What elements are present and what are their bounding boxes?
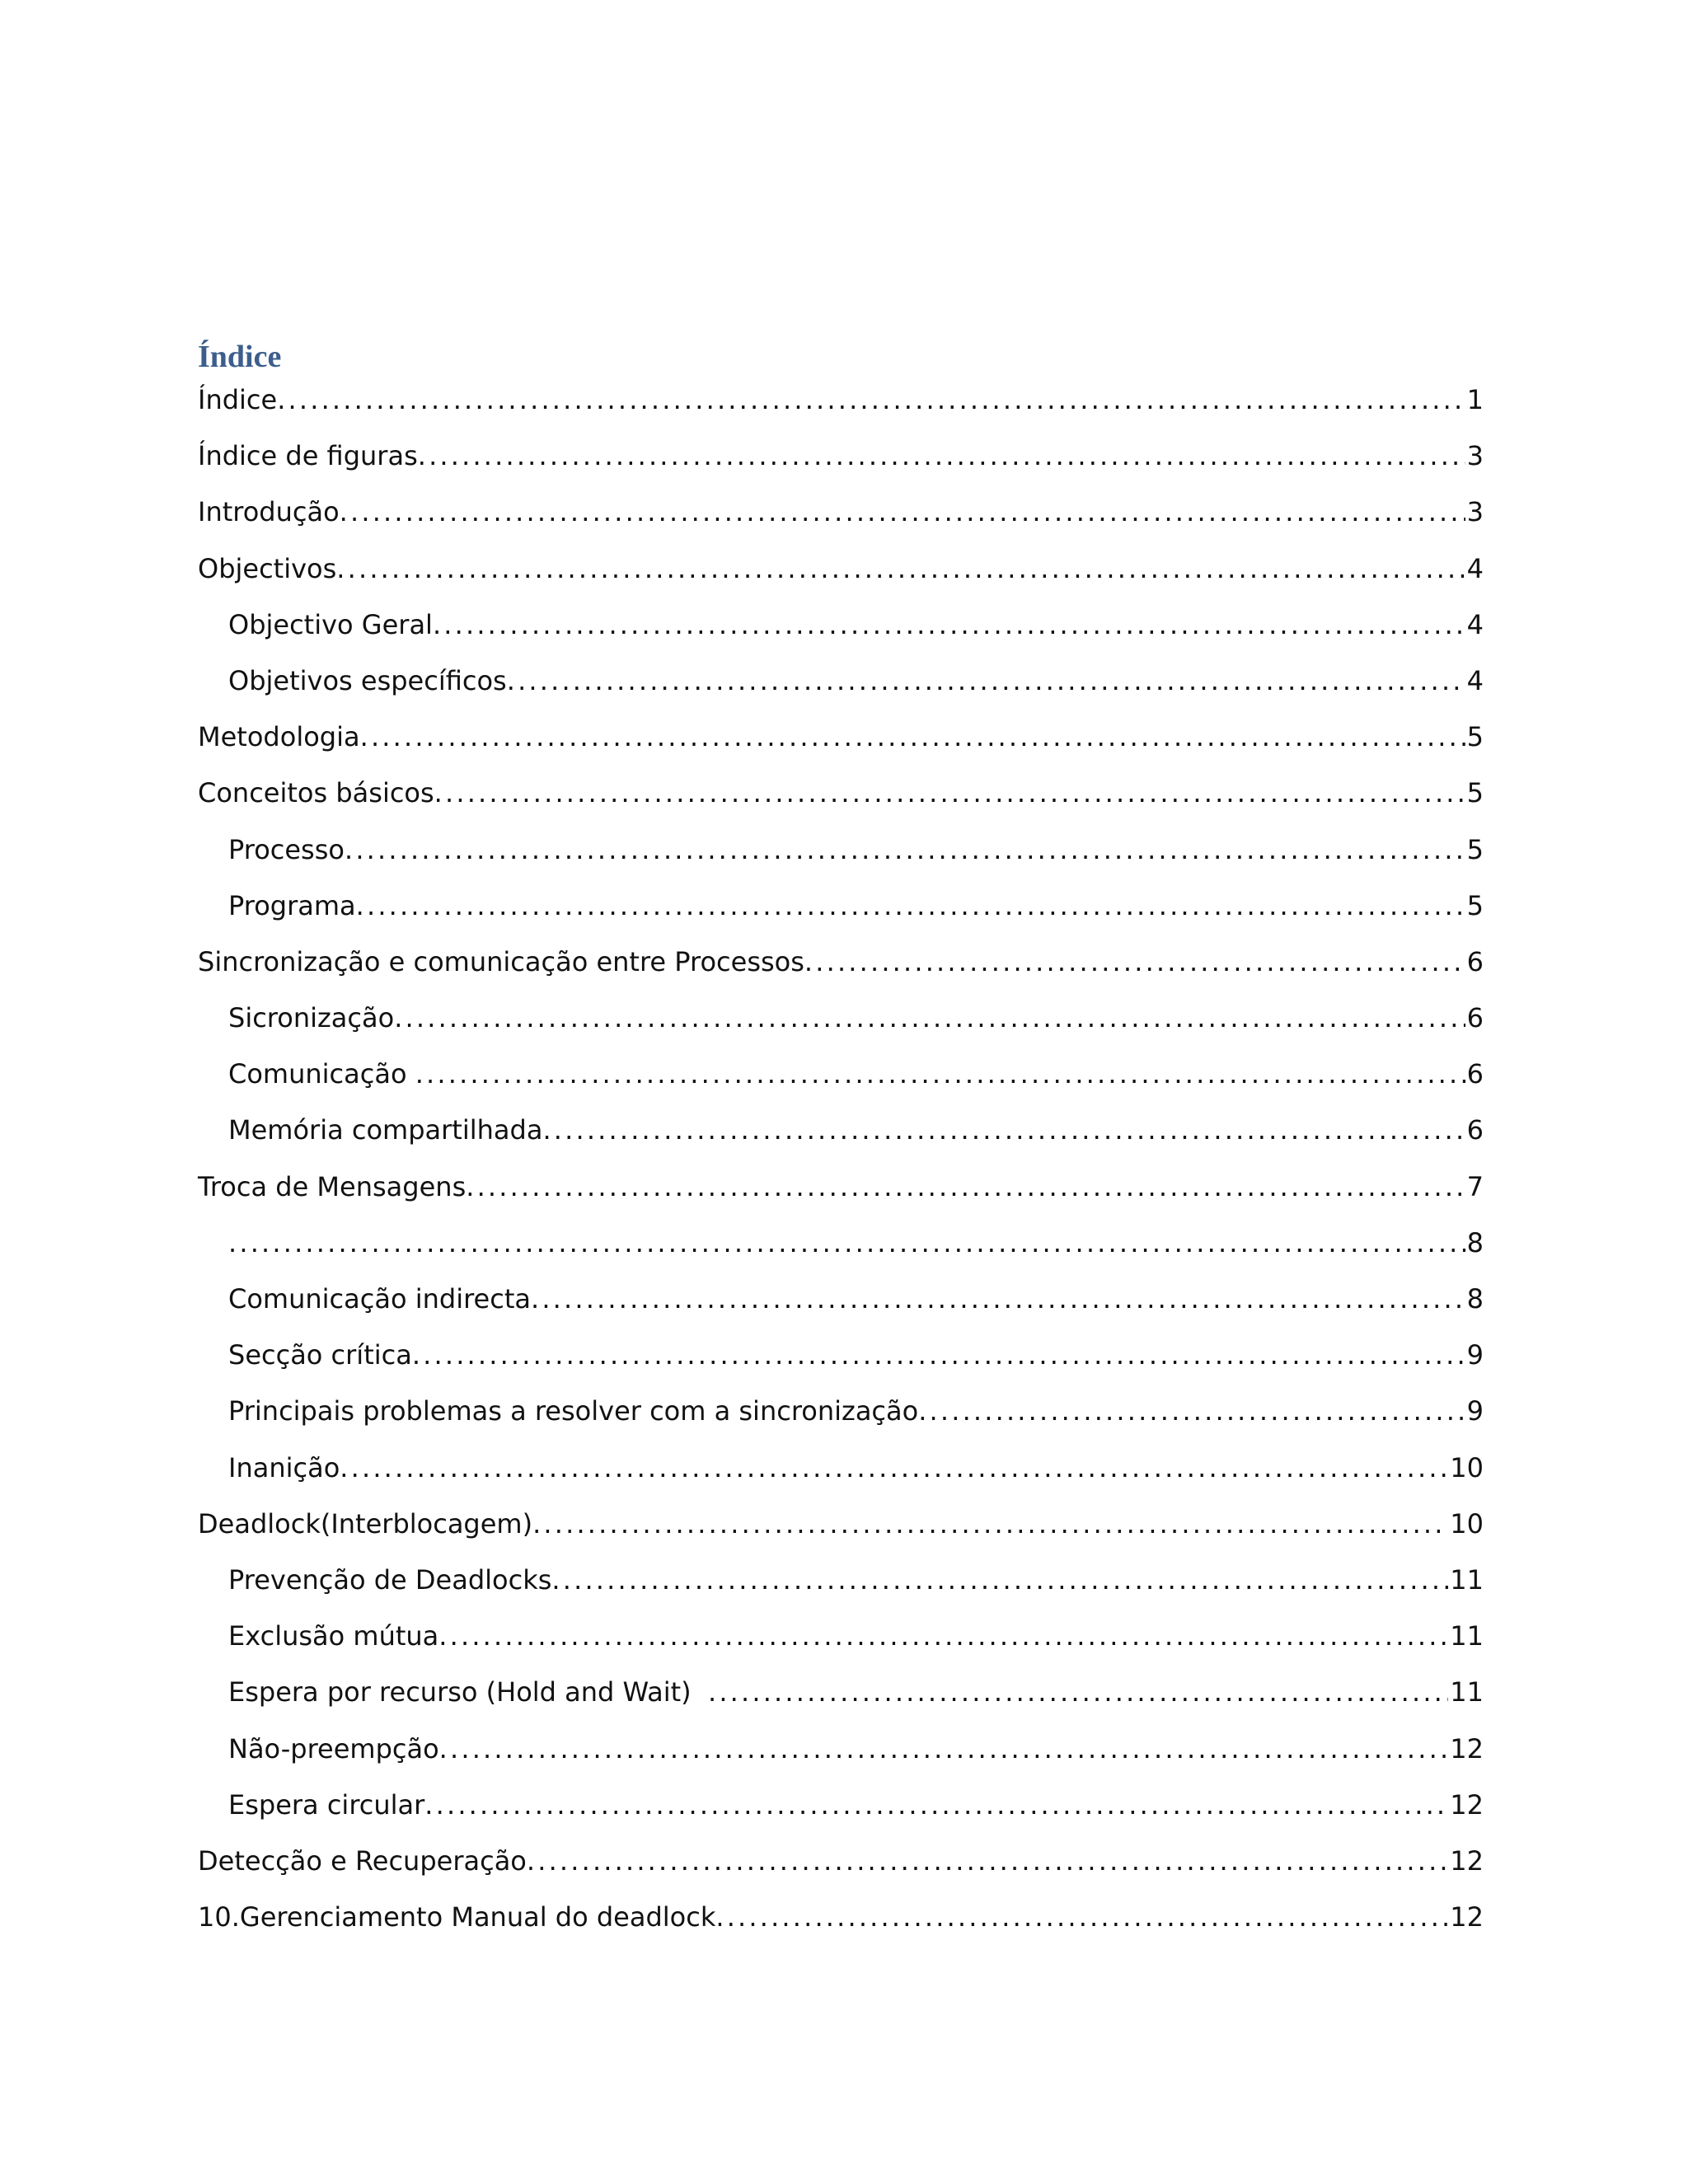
toc-heading: Índice [198, 340, 282, 374]
toc-dot-leader [466, 1166, 1465, 1207]
toc-entry[interactable] [198, 1447, 1484, 1503]
toc-entry-page-number: 11 [1450, 1676, 1484, 1708]
toc-entry[interactable] [198, 1728, 1484, 1784]
toc-dot-leader [531, 1278, 1465, 1319]
toc-entry-page-number: 6 [1466, 1114, 1484, 1146]
toc-entry[interactable] [198, 1390, 1484, 1446]
toc-entry-page-number: 5 [1466, 833, 1484, 865]
toc-entry-title: Metodologia [198, 721, 360, 753]
toc-entry-title: Prevenção de Deadlocks [228, 1563, 552, 1596]
toc-dot-leader [360, 716, 1465, 757]
toc-entry[interactable] [198, 1053, 1484, 1109]
toc-dot-leader [394, 997, 1465, 1038]
toc-entry-title: Objetivos específicos [228, 664, 507, 696]
toc-entry[interactable] [198, 1222, 1484, 1278]
toc-entry-title: Principais problemas a resolver com a sincronização [228, 1395, 919, 1427]
table-of-contents [198, 379, 1484, 1952]
toc-entry-title: Não-preempção [228, 1732, 439, 1765]
toc-entry-page-number: 6 [1466, 1002, 1484, 1034]
toc-dot-leader [434, 772, 1465, 813]
toc-dot-leader [277, 379, 1465, 420]
toc-entry[interactable] [198, 1278, 1484, 1334]
toc-dot-leader [336, 548, 1465, 589]
toc-entry-title: Objectivos [198, 552, 337, 584]
toc-dot-leader [715, 1896, 1448, 1938]
toc-entry-title: Processo [228, 833, 345, 865]
toc-entry[interactable] [198, 941, 1484, 997]
toc-entry-page-number: 12 [1450, 1844, 1484, 1877]
toc-dot-leader [228, 1222, 1465, 1263]
toc-entry[interactable] [198, 1840, 1484, 1896]
toc-dot-leader [356, 885, 1465, 926]
toc-entry-title: Espera por recurso (Hold and Wait) [228, 1676, 708, 1708]
toc-entry-title: Inanição [228, 1451, 340, 1483]
toc-entry-title: Objectivo Geral [228, 608, 433, 640]
toc-entry[interactable] [198, 604, 1484, 660]
toc-entry[interactable] [198, 1615, 1484, 1671]
toc-dot-leader [439, 1728, 1449, 1769]
toc-dot-leader [804, 941, 1465, 982]
toc-dot-leader [542, 1109, 1465, 1151]
toc-entry-page-number: 4 [1466, 552, 1484, 584]
toc-entry-page-number: 12 [1450, 1788, 1484, 1821]
toc-entry[interactable] [198, 435, 1484, 491]
toc-entry-page-number: 12 [1450, 1732, 1484, 1765]
toc-dot-leader [918, 1390, 1465, 1432]
toc-entry-page-number: 6 [1466, 945, 1484, 977]
toc-entry-page-number: 7 [1466, 1170, 1484, 1202]
toc-entry-page-number: 5 [1466, 777, 1484, 809]
toc-dot-leader [532, 1503, 1448, 1544]
toc-entry[interactable] [198, 997, 1484, 1053]
toc-dot-leader [527, 1840, 1448, 1882]
toc-dot-leader [433, 604, 1465, 645]
toc-entry-title: Programa [228, 889, 356, 921]
toc-dot-leader [412, 1334, 1465, 1376]
toc-dot-leader [507, 660, 1465, 701]
toc-entry[interactable] [198, 885, 1484, 941]
toc-entry-title: Exclusão mútua [228, 1620, 439, 1652]
toc-entry-title: Memória compartilhada [228, 1114, 543, 1146]
toc-entry-page-number: 5 [1466, 721, 1484, 753]
toc-entry[interactable] [198, 829, 1484, 885]
toc-entry-page-number: 1 [1466, 384, 1484, 415]
toc-entry-title: Comunicação [228, 1058, 415, 1090]
toc-entry-page-number: 9 [1466, 1339, 1484, 1371]
toc-entry-page-number: 6 [1466, 1058, 1484, 1090]
toc-entry-page-number: 10 [1450, 1451, 1484, 1483]
toc-entry[interactable] [198, 1559, 1484, 1615]
toc-entry-title: 10.Gerenciamento Manual do deadlock [198, 1901, 716, 1933]
toc-dot-leader [424, 1784, 1448, 1825]
toc-entry-page-number: 3 [1466, 496, 1484, 528]
toc-entry-page-number: 9 [1466, 1395, 1484, 1427]
toc-entry-page-number: 3 [1466, 440, 1484, 472]
toc-entry-title: Introdução [198, 496, 340, 528]
toc-entry[interactable] [198, 1896, 1484, 1952]
toc-entry-page-number: 11 [1450, 1620, 1484, 1652]
toc-entry-title: Deadlock(Interblocagem) [198, 1507, 533, 1540]
toc-dot-leader [438, 1615, 1448, 1657]
toc-entry-page-number: 12 [1450, 1901, 1484, 1933]
toc-entry[interactable] [198, 1334, 1484, 1390]
toc-entry[interactable] [198, 1109, 1484, 1165]
toc-entry[interactable] [198, 1784, 1484, 1840]
toc-entry-title: Sincronização e comunicação entre Processos [198, 945, 804, 977]
toc-dot-leader [340, 1447, 1448, 1488]
toc-dot-leader [340, 491, 1465, 532]
toc-entry-page-number: 4 [1466, 608, 1484, 640]
toc-entry[interactable] [198, 1166, 1484, 1222]
toc-entry-title: Sicronização [228, 1002, 395, 1034]
toc-entry[interactable] [198, 660, 1484, 716]
toc-entry[interactable] [198, 548, 1484, 604]
toc-entry-title: Troca de Mensagens [198, 1170, 467, 1202]
toc-entry-title: Índice [198, 384, 278, 415]
toc-entry-page-number: 8 [1466, 1226, 1484, 1258]
toc-dot-leader [708, 1671, 1448, 1713]
toc-entry[interactable] [198, 1503, 1484, 1559]
toc-dot-leader [345, 829, 1465, 870]
toc-entry[interactable] [198, 772, 1484, 828]
toc-entry-page-number: 8 [1466, 1283, 1484, 1315]
toc-entry-page-number: 10 [1450, 1507, 1484, 1540]
toc-entry-title: Detecção e Recuperação [198, 1844, 527, 1877]
toc-entry-title: Conceitos básicos [198, 777, 434, 809]
toc-entry[interactable] [198, 379, 1484, 435]
toc-entry-title: Índice de figuras [198, 440, 418, 472]
toc-entry-title: Comunicação indirecta [228, 1283, 531, 1315]
toc-entry-page-number: 4 [1466, 664, 1484, 696]
toc-entry[interactable] [198, 716, 1484, 772]
toc-entry[interactable] [198, 1671, 1484, 1727]
toc-entry[interactable] [198, 491, 1484, 547]
toc-entry-title: Espera circular [228, 1788, 425, 1821]
toc-dot-leader [415, 1053, 1465, 1094]
toc-dot-leader [418, 435, 1465, 476]
toc-entry-page-number: 5 [1466, 889, 1484, 921]
toc-dot-leader [551, 1559, 1448, 1601]
toc-entry-title: Secção crítica [228, 1339, 412, 1371]
toc-entry-page-number: 11 [1450, 1563, 1484, 1596]
